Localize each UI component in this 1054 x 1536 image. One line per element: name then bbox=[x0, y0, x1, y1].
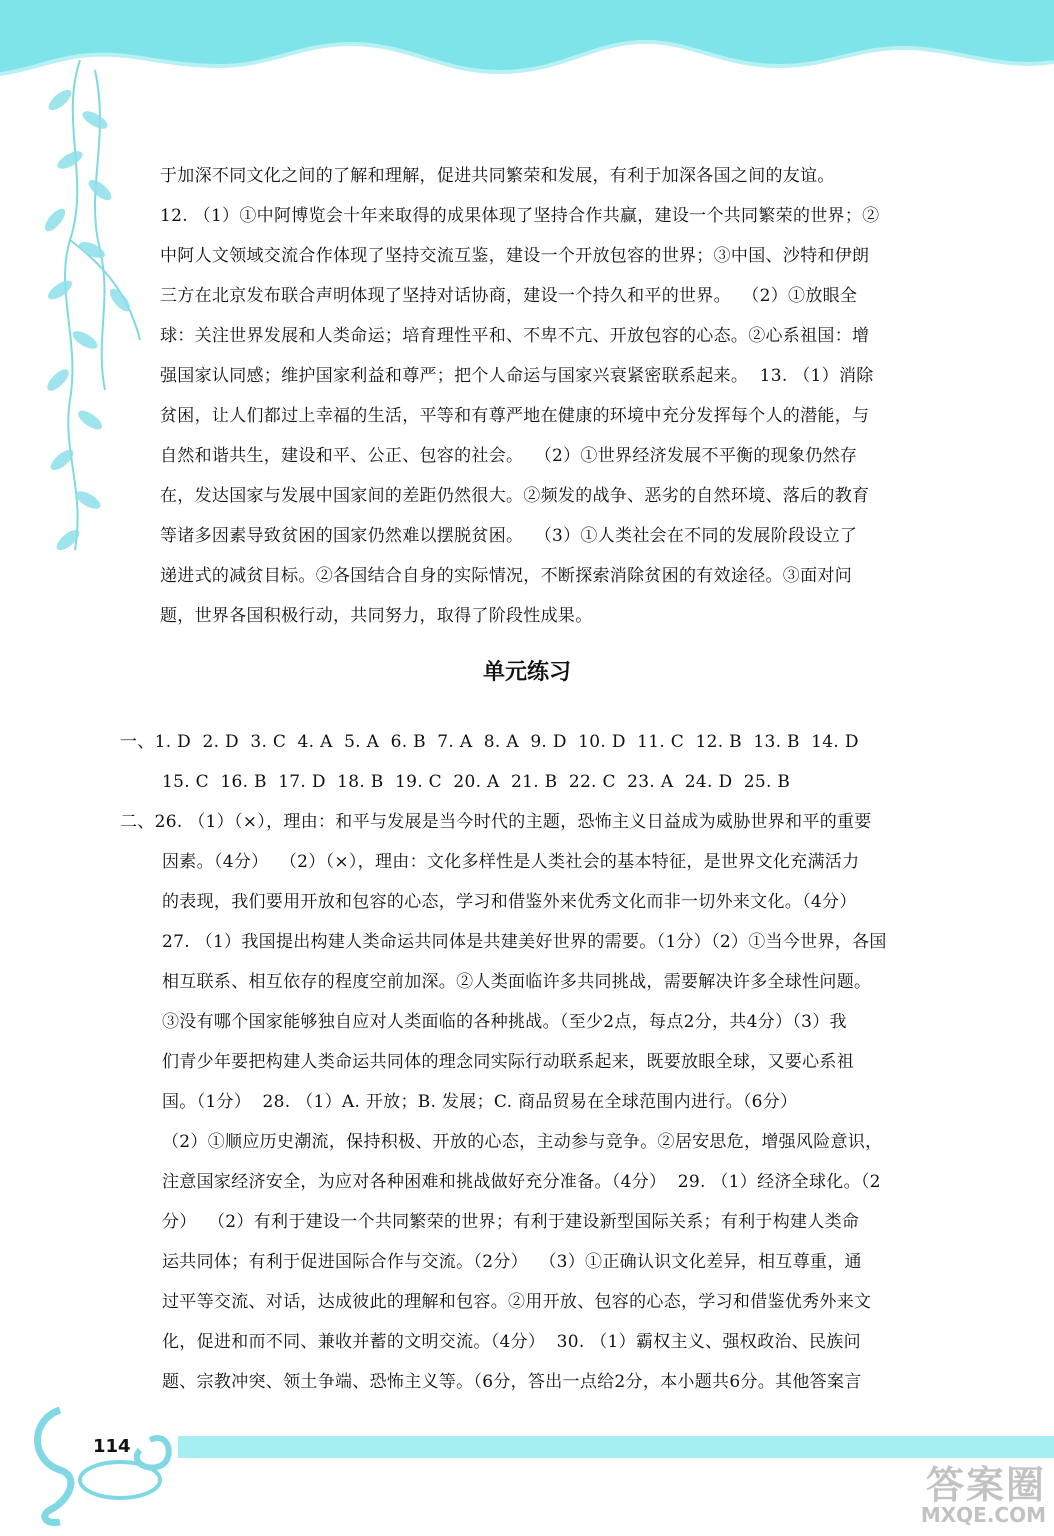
watermark-main: 答案圈 bbox=[925, 1463, 1046, 1507]
answer-continuation bbox=[160, 156, 960, 636]
answer-line: 运共同体；有利于促进国际合作与交流。（2分） （3）①正确认识文化差异，相互尊重，通 bbox=[162, 1252, 862, 1272]
text-line: 强国家认同感；维护国家利益和尊严；把个人命运与国家兴衰紧密联系起来。 13. （1）消除 bbox=[160, 366, 874, 386]
answer-line: 国。（1分） 28. （1）A. 开放；B. 发展；C. 商品贸易在全球范围内进行。（6分） bbox=[162, 1092, 798, 1112]
answer-line: 相互联系、相互依存的程度空前加深。②人类面临许多共同挑战，需要解决许多全球性问题。 bbox=[162, 972, 872, 992]
footer-decoration bbox=[0, 1400, 1054, 1536]
watermark-sub: MXQE.COM bbox=[920, 1503, 1046, 1527]
text-line: 在，发达国家与发展中国家间的差距仍然很大。②频发的战争、恶劣的自然环境、落后的教育 bbox=[160, 486, 870, 506]
text-line: 等诸多因素导致贫困的国家仍然难以摆脱贫困。 （3）①人类社会在不同的发展阶段设立了 bbox=[160, 526, 858, 546]
answer-line: 15. C 16. B 17. D 18. B 19. C 20. A 21. B 22. C 23. A 24. D 25. B bbox=[162, 772, 791, 792]
vine-decoration bbox=[0, 40, 170, 600]
answer-line: 题、宗教冲突、领土争端、恐怖主义等。（6分，答出一点给2分，本小题共6分。其他答案言 bbox=[162, 1372, 862, 1392]
answer-line: 过平等交流、对话，达成彼此的理解和包容。②用开放、包容的心态，学习和借鉴优秀外来文 bbox=[162, 1292, 872, 1312]
answer-line: 二、26. （1）（×），理由：和平与发展是当今时代的主题，恐怖主义日益成为威胁世界和平的重要 bbox=[120, 812, 872, 832]
answer-line: 化，促进和而不同、兼收并蓄的文明交流。（4分） 30. （1）霸权主义、强权政治、民族问 bbox=[162, 1332, 861, 1352]
unit-exercise-answers bbox=[120, 722, 960, 1402]
text-line: 题，世界各国积极行动，共同努力，取得了阶段性成果。 bbox=[160, 606, 593, 626]
answer-line: 27. （1）我国提出构建人类命运共同体是共建美好世界的需要。（1分）（2）①当今世界，各国 bbox=[162, 932, 887, 952]
answer-line: 的表现，我们要用开放和包容的心态，学习和借鉴外来优秀文化而非一切外来文化。（4分） bbox=[162, 892, 857, 912]
watermark bbox=[920, 1463, 1046, 1530]
text-line: 自然和谐共生，建设和平、公正、包容的社会。 （2）①世界经济发展不平衡的现象仍然存 bbox=[160, 446, 858, 466]
text-line: 三方在北京发布联合声明体现了坚持对话协商，建设一个持久和平的世界。 （2）①放眼全 bbox=[160, 286, 858, 306]
answer-line: 们青少年要把构建人类命运共同体的理念同实际行动联系起来，既要放眼全球，又要心系祖 bbox=[162, 1052, 854, 1072]
text-line: 递进式的减贫目标。②各国结合自身的实际情况，不断探索消除贫困的有效途径。③面对问 bbox=[160, 566, 852, 586]
page-number: 114 bbox=[93, 1436, 131, 1457]
answer-line: （2）①顺应历史潮流，保持积极、开放的心态，主动参与竞争。②居安思危，增强风险意识， bbox=[162, 1132, 883, 1152]
answer-line: 注意国家经济安全，为应对各种困难和挑战做好充分准备。（4分） 29. （1）经济全球化。（2 bbox=[162, 1172, 881, 1192]
text-line: 球：关注世界发展和人类命运；培育理性平和、不卑不亢、开放包容的心态。②心系祖国：增 bbox=[160, 326, 870, 346]
answer-line: 因素。（4分） （2）（×），理由：文化多样性是人类社会的基本特征，是世界文化充满活力 bbox=[162, 852, 860, 872]
text-line: 贫困，让人们都过上幸福的生活，平等和有尊严地在健康的环境中充分发挥每个人的潜能，与 bbox=[160, 406, 870, 426]
section-title: 单元练习 bbox=[482, 660, 571, 685]
text-line: 于加深不同文化之间的了解和理解，促进共同繁荣和发展，有利于加深各国之间的友谊。 bbox=[160, 166, 835, 186]
text-line: 中阿人文领域交流合作体现了坚持交流互鉴，建设一个开放包容的世界；③中国、沙特和伊朗 bbox=[160, 246, 870, 266]
text-line: 12. （1）①中阿博览会十年来取得的成果体现了坚持合作共赢，建设一个共同繁荣的世界；② bbox=[160, 206, 880, 226]
answer-line: 分） （2）有利于建设一个共同繁荣的世界；有利于建设新型国际关系；有利于构建人类命 bbox=[162, 1212, 860, 1232]
answer-line: 一、1. D 2. D 3. C 4. A 5. A 6. B 7. A 8. A 9. D 10. D 11. C 12. B 13. B 14. D bbox=[120, 732, 859, 752]
answer-line: ③没有哪个国家能够独自应对人类面临的各种挑战。（至少2点，每点2分，共4分）（3）我 bbox=[162, 1012, 847, 1032]
